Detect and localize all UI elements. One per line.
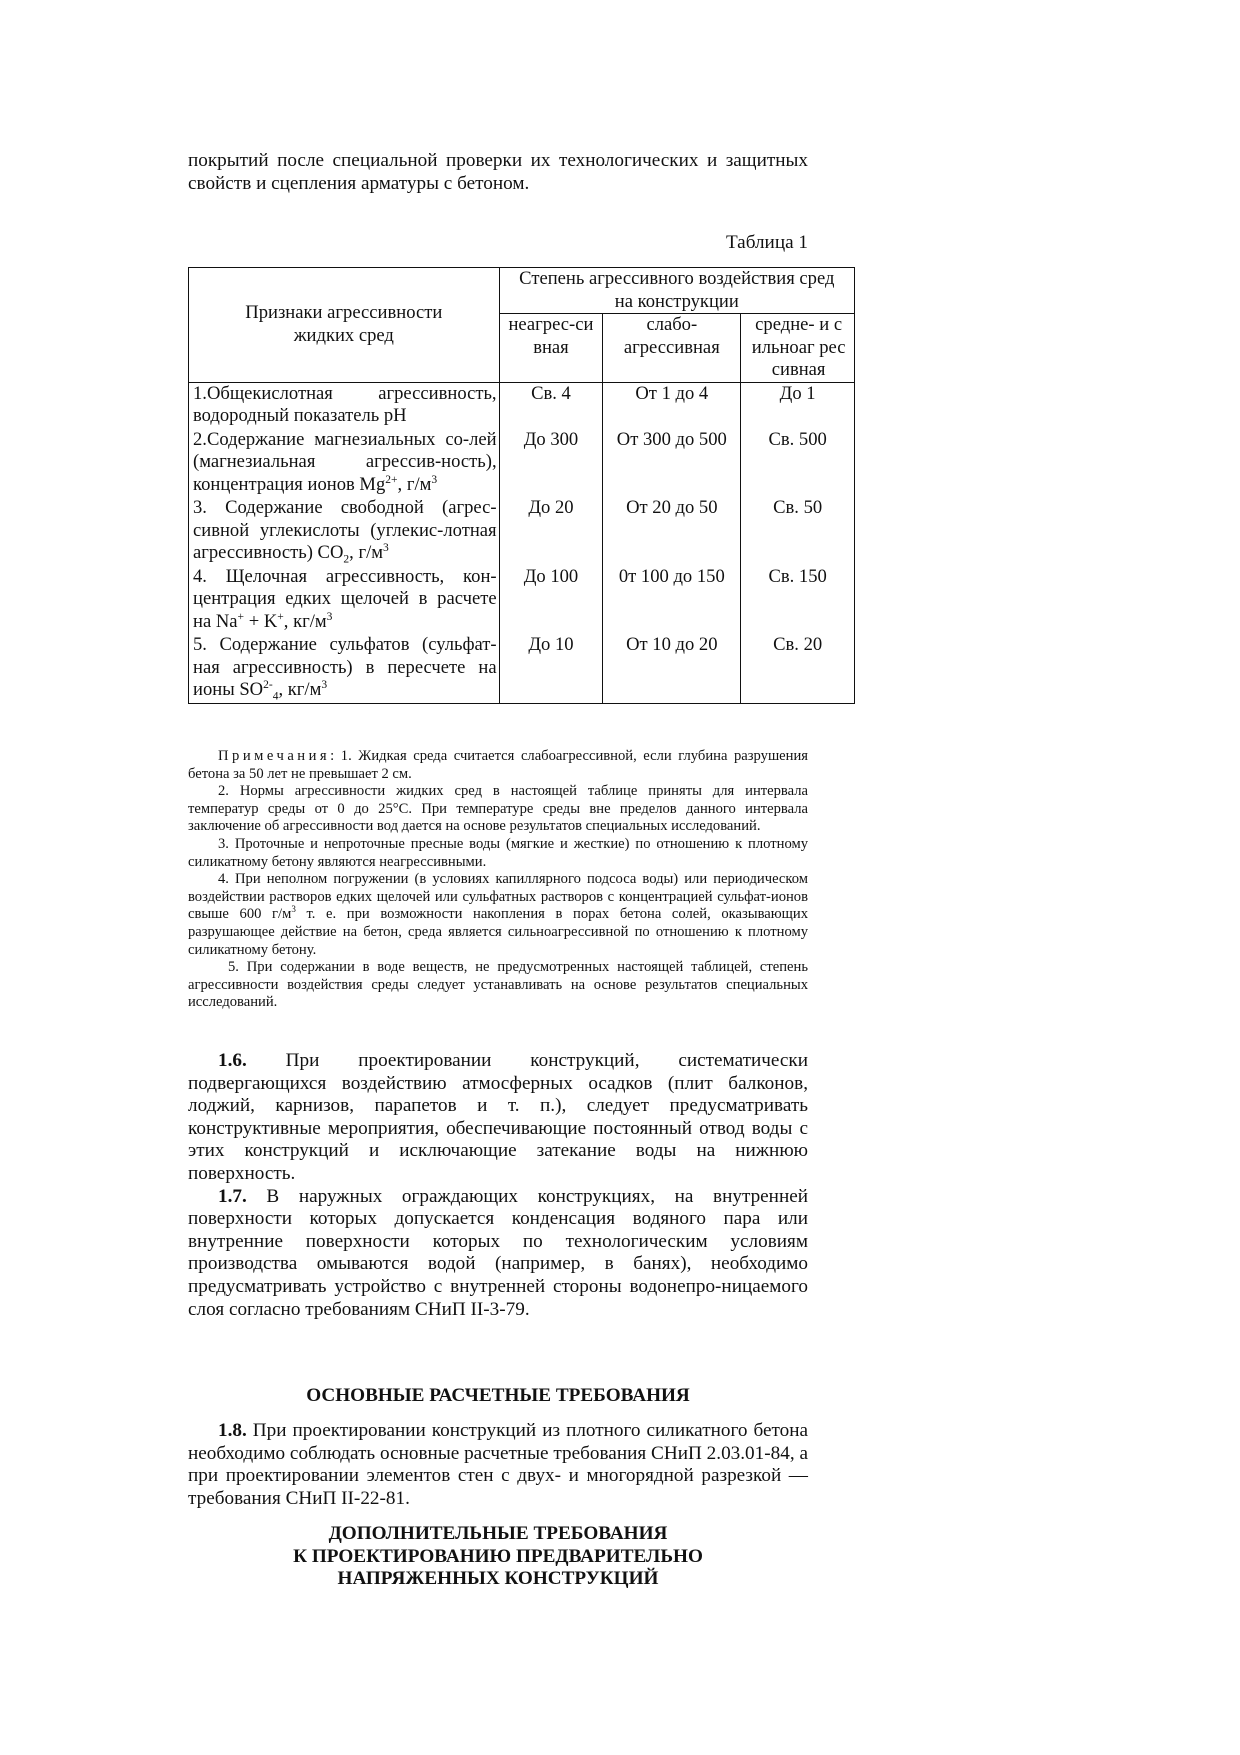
paragraph-text: При проектировании конструкций из плотного силикатного бетона необходимо соблюдать основные расчетные требования СНиП 2.03.01-84, а при проектировании элементов стен с двух- и многорядной разрезкой — требования СНиП II-22-81. bbox=[188, 1420, 808, 1509]
note-4-text: 4. При неполном погружении (в условиях капиллярного подсоса воды) или периодическом воздействии растворов едких щелочей или сульфатных растворов с концентрацией сульфат-ионов свыше 600 г/м bbox=[188, 871, 808, 923]
paragraph-1-7 bbox=[188, 1186, 808, 1322]
header-non-aggressive-text: неагрес-сивная bbox=[508, 314, 594, 358]
row-value-non: До 20 bbox=[499, 497, 603, 566]
label-sup: 3 bbox=[321, 678, 328, 691]
heading-line: К ПРОЕКТИРОВАНИЮ ПРЕДВАРИТЕЛЬНО bbox=[293, 1545, 703, 1567]
row-value-strong: До 1 bbox=[741, 382, 855, 429]
header-features-text: Признаки агрессивности жидких сред bbox=[245, 302, 443, 346]
label-text: , г/м bbox=[397, 473, 432, 495]
note-4-sup: 3 bbox=[291, 904, 296, 915]
row-value-strong: Св. 20 bbox=[741, 634, 855, 703]
aggressiveness-table bbox=[188, 267, 855, 704]
header-strong-text: средне- и сильноаг рессивная bbox=[751, 314, 846, 380]
table-row bbox=[189, 429, 855, 498]
note-5: 5. При содержании в воде веществ, не предусмотренных настоящей таблицей, степень агрессивности воздействия среды следует устанавливать на основе результатов специальных исследований. bbox=[188, 959, 808, 1011]
header-features bbox=[189, 268, 500, 383]
label-sup: + bbox=[277, 610, 284, 623]
label-sup: 3 bbox=[383, 541, 389, 554]
label-text: + K bbox=[244, 610, 278, 632]
note-3: 3. Проточные и непроточные пресные воды (мягкие и жесткие) по отношению к плотному силикатному бетону являются неагрессивными. bbox=[188, 835, 808, 870]
note-4 bbox=[188, 871, 808, 959]
label-sub: 4 bbox=[272, 690, 279, 703]
row-value-non: Св. 4 bbox=[499, 382, 603, 429]
table-caption: Таблица 1 bbox=[725, 232, 808, 253]
header-weak bbox=[603, 314, 741, 383]
header-non-aggressive bbox=[499, 314, 603, 383]
row-value-non: До 10 bbox=[499, 634, 603, 703]
note-1-text: : 1. Жидкая среда считается слабоагрессивной, если глубина разрушения бетона за 50 лет не превышает 2 см. bbox=[188, 748, 808, 782]
label-text: , г/м bbox=[349, 542, 383, 563]
intro-paragraph: покрытий после специальной проверки их технологических и защитных свойств и сцепления арматуры с бетоном. bbox=[188, 150, 808, 194]
label-text: 4. Щелочная агрессивность, кон-центрация едких щелочей в расчете на Na bbox=[193, 565, 497, 632]
paragraph-text: В наружных ограждающих конструкциях, на внутренней поверхности которых допускается конденсация водяного пара или внутренние поверхности которых по технологическим условиям производства омываются водой (например, в банях), необходимо предусматривать устройство с внутренней стороны водонепро-ницаемого слоя согласно требованиям СНиП II-3-79. bbox=[188, 1185, 808, 1320]
row-value-strong: Св. 50 bbox=[741, 497, 855, 566]
row-value-non: До 300 bbox=[499, 429, 603, 498]
row-label bbox=[189, 497, 500, 566]
paragraph-text: При проектировании конструкций, систематически подвергающихся воздействию атмосферных осадков (плит балконов, лоджий, карнизов, парапетов и т. п.), следует предусматривать конструктивные мероприятия, обеспечивающие постоянный отвод воды с этих конструкций и исключающие затекание воды на нижнюю поверхность. bbox=[188, 1050, 808, 1184]
paragraph-number: 1.8. bbox=[218, 1420, 247, 1441]
header-strong bbox=[741, 314, 855, 383]
row-value-weak: От 300 до 500 bbox=[603, 429, 741, 498]
label-sup: + bbox=[237, 610, 245, 623]
note-2: 2. Нормы агрессивности жидких сред в настоящей таблице приняты для интервала температур среды от 0 до 25°С. При температуре среды вне пределов данного интервала заключение об агрессивности вод дается на основе результатов специальных исследований. bbox=[188, 783, 808, 835]
table-notes bbox=[188, 748, 808, 1012]
row-value-weak: 0т 100 до 150 bbox=[603, 566, 741, 635]
table-row bbox=[189, 566, 855, 635]
row-label: 1.Общекислотная агрессивность, водородный показатель pH bbox=[189, 382, 500, 429]
paragraph-number: 1.6. bbox=[218, 1050, 247, 1071]
row-label bbox=[189, 429, 500, 498]
note-1 bbox=[188, 748, 808, 783]
paragraph-number: 1.7. bbox=[218, 1185, 247, 1207]
heading-line: НАПРЯЖЕННЫХ КОНСТРУКЦИЙ bbox=[337, 1568, 659, 1590]
table-row bbox=[189, 634, 855, 703]
row-value-strong: Св. 500 bbox=[741, 429, 855, 498]
header-weak-text: слабо-агрессивная bbox=[623, 314, 720, 358]
label-sup: 2- bbox=[263, 678, 273, 691]
paragraph-1-6 bbox=[188, 1050, 808, 1186]
section-heading-main-requirements: ОСНОВНЫЕ РАСЧЕТНЫЕ ТРЕБОВАНИЯ bbox=[306, 1385, 690, 1406]
table-row bbox=[189, 382, 855, 429]
label-text: 5. Содержание сульфатов (сульфат-ная агрессивность) в пересчете на ионы SO bbox=[193, 634, 497, 700]
row-value-strong: Св. 150 bbox=[741, 566, 855, 635]
label-sub: 2 bbox=[343, 553, 350, 566]
row-value-weak: От 10 до 20 bbox=[603, 634, 741, 703]
header-group-text: Степень агрессивного воздействия сред на конструкции bbox=[519, 268, 835, 312]
row-value-weak: От 1 до 4 bbox=[603, 382, 741, 429]
label-sup: 2+ bbox=[385, 473, 398, 486]
section-1-8 bbox=[188, 1420, 808, 1510]
row-value-non: До 100 bbox=[499, 566, 603, 635]
table-row bbox=[189, 497, 855, 566]
row-value-weak: От 20 до 50 bbox=[603, 497, 741, 566]
label-sup: 3 bbox=[326, 610, 333, 623]
label-sup: 3 bbox=[431, 473, 438, 486]
label-text: 3. Содержание свободной (агрес-сивной углекислоты (углекис-лотная агрессивность) CO bbox=[193, 497, 497, 563]
heading-line: ДОПОЛНИТЕЛЬНЫЕ ТРЕБОВАНИЯ bbox=[328, 1523, 668, 1544]
header-group bbox=[499, 268, 854, 314]
label-text: , кг/м bbox=[283, 610, 327, 632]
row-label bbox=[189, 566, 500, 635]
note-4-text-cont: т. е. при возможности накопления в порах бетона солей, оказывающих разрушающее действие на бетон, среда является сильноагрессивной по отношению к плотному силикатному бетону. bbox=[188, 906, 808, 958]
label-text: 2.Содержание магнезиальных со-лей (магнезиальная агрессив-ность), концентрация ионов Mg bbox=[193, 428, 497, 495]
notes-label: Примечания bbox=[218, 748, 331, 764]
row-label bbox=[189, 634, 500, 703]
paragraph-1-8 bbox=[188, 1420, 808, 1510]
label-text: , кг/м bbox=[278, 679, 322, 700]
section-heading-additional-requirements bbox=[188, 1523, 808, 1591]
section-1-6-1-7 bbox=[188, 1050, 808, 1321]
